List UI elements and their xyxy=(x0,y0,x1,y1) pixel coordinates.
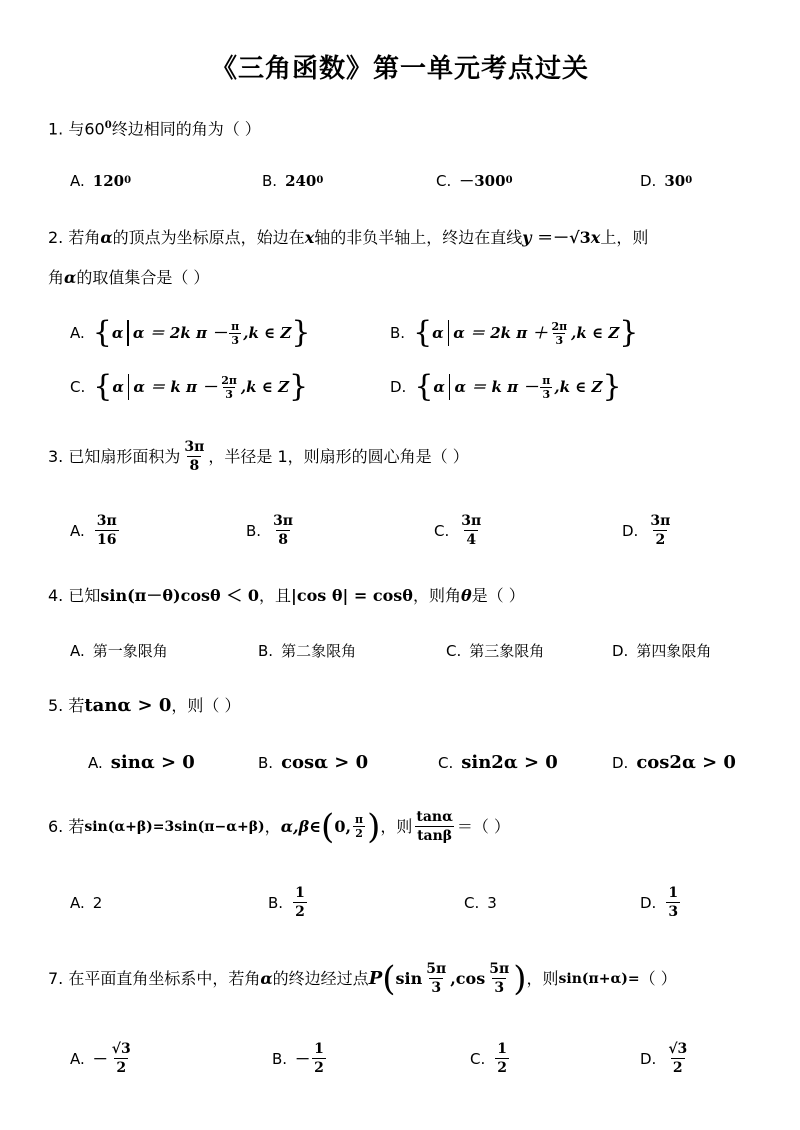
q2-option-a[interactable]: A. { α α ＝ 2k π － $\frac{\pi}{3}$ ,k ∈ Z } xyxy=(70,315,311,350)
q2-option-b[interactable]: B. { α α ＝ 2k π ＋ $\frac{2\pi}{3}$ ,k ∈ Z } xyxy=(390,315,639,350)
question-6-stem: 6. 若 sin(α+β)=3sin(π−α+β) ， α,β∈ ( 0, $\frac{\pi}{2}$ ) ，则 $\frac{\tan\alpha}{\tan\beta}$ ＝（ ） xyxy=(48,806,510,847)
question-7-stem: 7. 在平面直角坐标系中，若角 α 的终边经过点 P ( sin $\frac{5\pi}{3}$ ,cos $\frac{5\pi}{3}$ ) ，则 sin(π+α)= （ ） xyxy=(48,958,677,999)
q4-option-b[interactable]: B. 第二象限角 xyxy=(258,642,357,660)
question-2-stem-line2: 角α的取值集合是（ ） xyxy=(48,268,210,287)
q5-option-c[interactable]: C. sin2α > 0 xyxy=(438,752,558,773)
q3-option-d[interactable]: D. $\frac{3\pi}{2}$ xyxy=(622,513,671,548)
q6-option-a[interactable]: A. 2 xyxy=(70,894,103,912)
q5-option-b[interactable]: B. cosα > 0 xyxy=(258,752,369,773)
q2-option-c[interactable]: C. { α α ＝ k π － $\frac{2\pi}{3}$ ,k ∈ Z } xyxy=(70,369,309,404)
q5-option-d[interactable]: D. cos2α > 0 xyxy=(612,752,736,773)
question-1-stem: 1. 与$60^0$终边相同的角为（ ） xyxy=(48,119,261,139)
page-title: 《三角函数》第一单元考点过关 xyxy=(210,54,589,84)
q4-option-d[interactable]: D. 第四象限角 xyxy=(612,642,712,660)
q3-option-c[interactable]: C. $\frac{3\pi}{4}$ xyxy=(434,513,482,548)
q1-option-c[interactable]: C. －300 0 xyxy=(436,172,513,190)
q3-option-a[interactable]: A. $\frac{3\pi}{16}$ xyxy=(70,513,117,548)
q6-option-b[interactable]: B. $\frac{1}{2}$ xyxy=(268,885,305,920)
q7-option-c[interactable]: C. $\frac{1}{2}$ xyxy=(470,1041,507,1076)
q1-option-b[interactable]: B. 240 0 xyxy=(262,172,324,190)
q5-option-a[interactable]: A. sinα > 0 xyxy=(88,752,195,773)
q1-option-d[interactable]: D. 30 0 xyxy=(640,172,693,190)
question-3-stem: 3. 已知扇形面积为 $\frac{3\pi}{8}$ ，半径是 1，则扇形的圆心角是（ ） xyxy=(48,439,469,474)
q7-option-a[interactable]: A. － $\frac{√3}{2}$ xyxy=(70,1041,131,1076)
q7-option-b[interactable]: B. － $\frac{1}{2}$ xyxy=(272,1041,324,1076)
q6-option-c[interactable]: C. 3 xyxy=(464,894,497,912)
q2-option-d[interactable]: D. { α α ＝ k π － $\frac{\pi}{3}$ ,k ∈ Z } xyxy=(390,369,622,404)
q7-option-d[interactable]: D. $\frac{√3}{2}$ xyxy=(640,1041,688,1076)
q1-option-a[interactable]: A. 120 0 xyxy=(70,172,132,190)
q4-option-c[interactable]: C. 第三象限角 xyxy=(446,642,545,660)
question-5-stem: 5. 若tanα > 0，则（ ） xyxy=(48,695,241,716)
question-2-stem-line1: 2. 若角α的顶点为坐标原点，始边在x轴的非负半轴上，终边在直线y ＝－√3x上，则 xyxy=(48,228,649,247)
q6-option-d[interactable]: D. $\frac{1}{3}$ xyxy=(640,885,679,920)
q4-option-a[interactable]: A. 第一象限角 xyxy=(70,642,168,660)
question-4-stem: 4. 已知sin(π－θ)cosθ ＜ 0，且|cos θ| = cosθ，则角θ是（ ） xyxy=(48,586,525,605)
q3-option-b[interactable]: B. $\frac{3\pi}{8}$ xyxy=(246,513,294,548)
